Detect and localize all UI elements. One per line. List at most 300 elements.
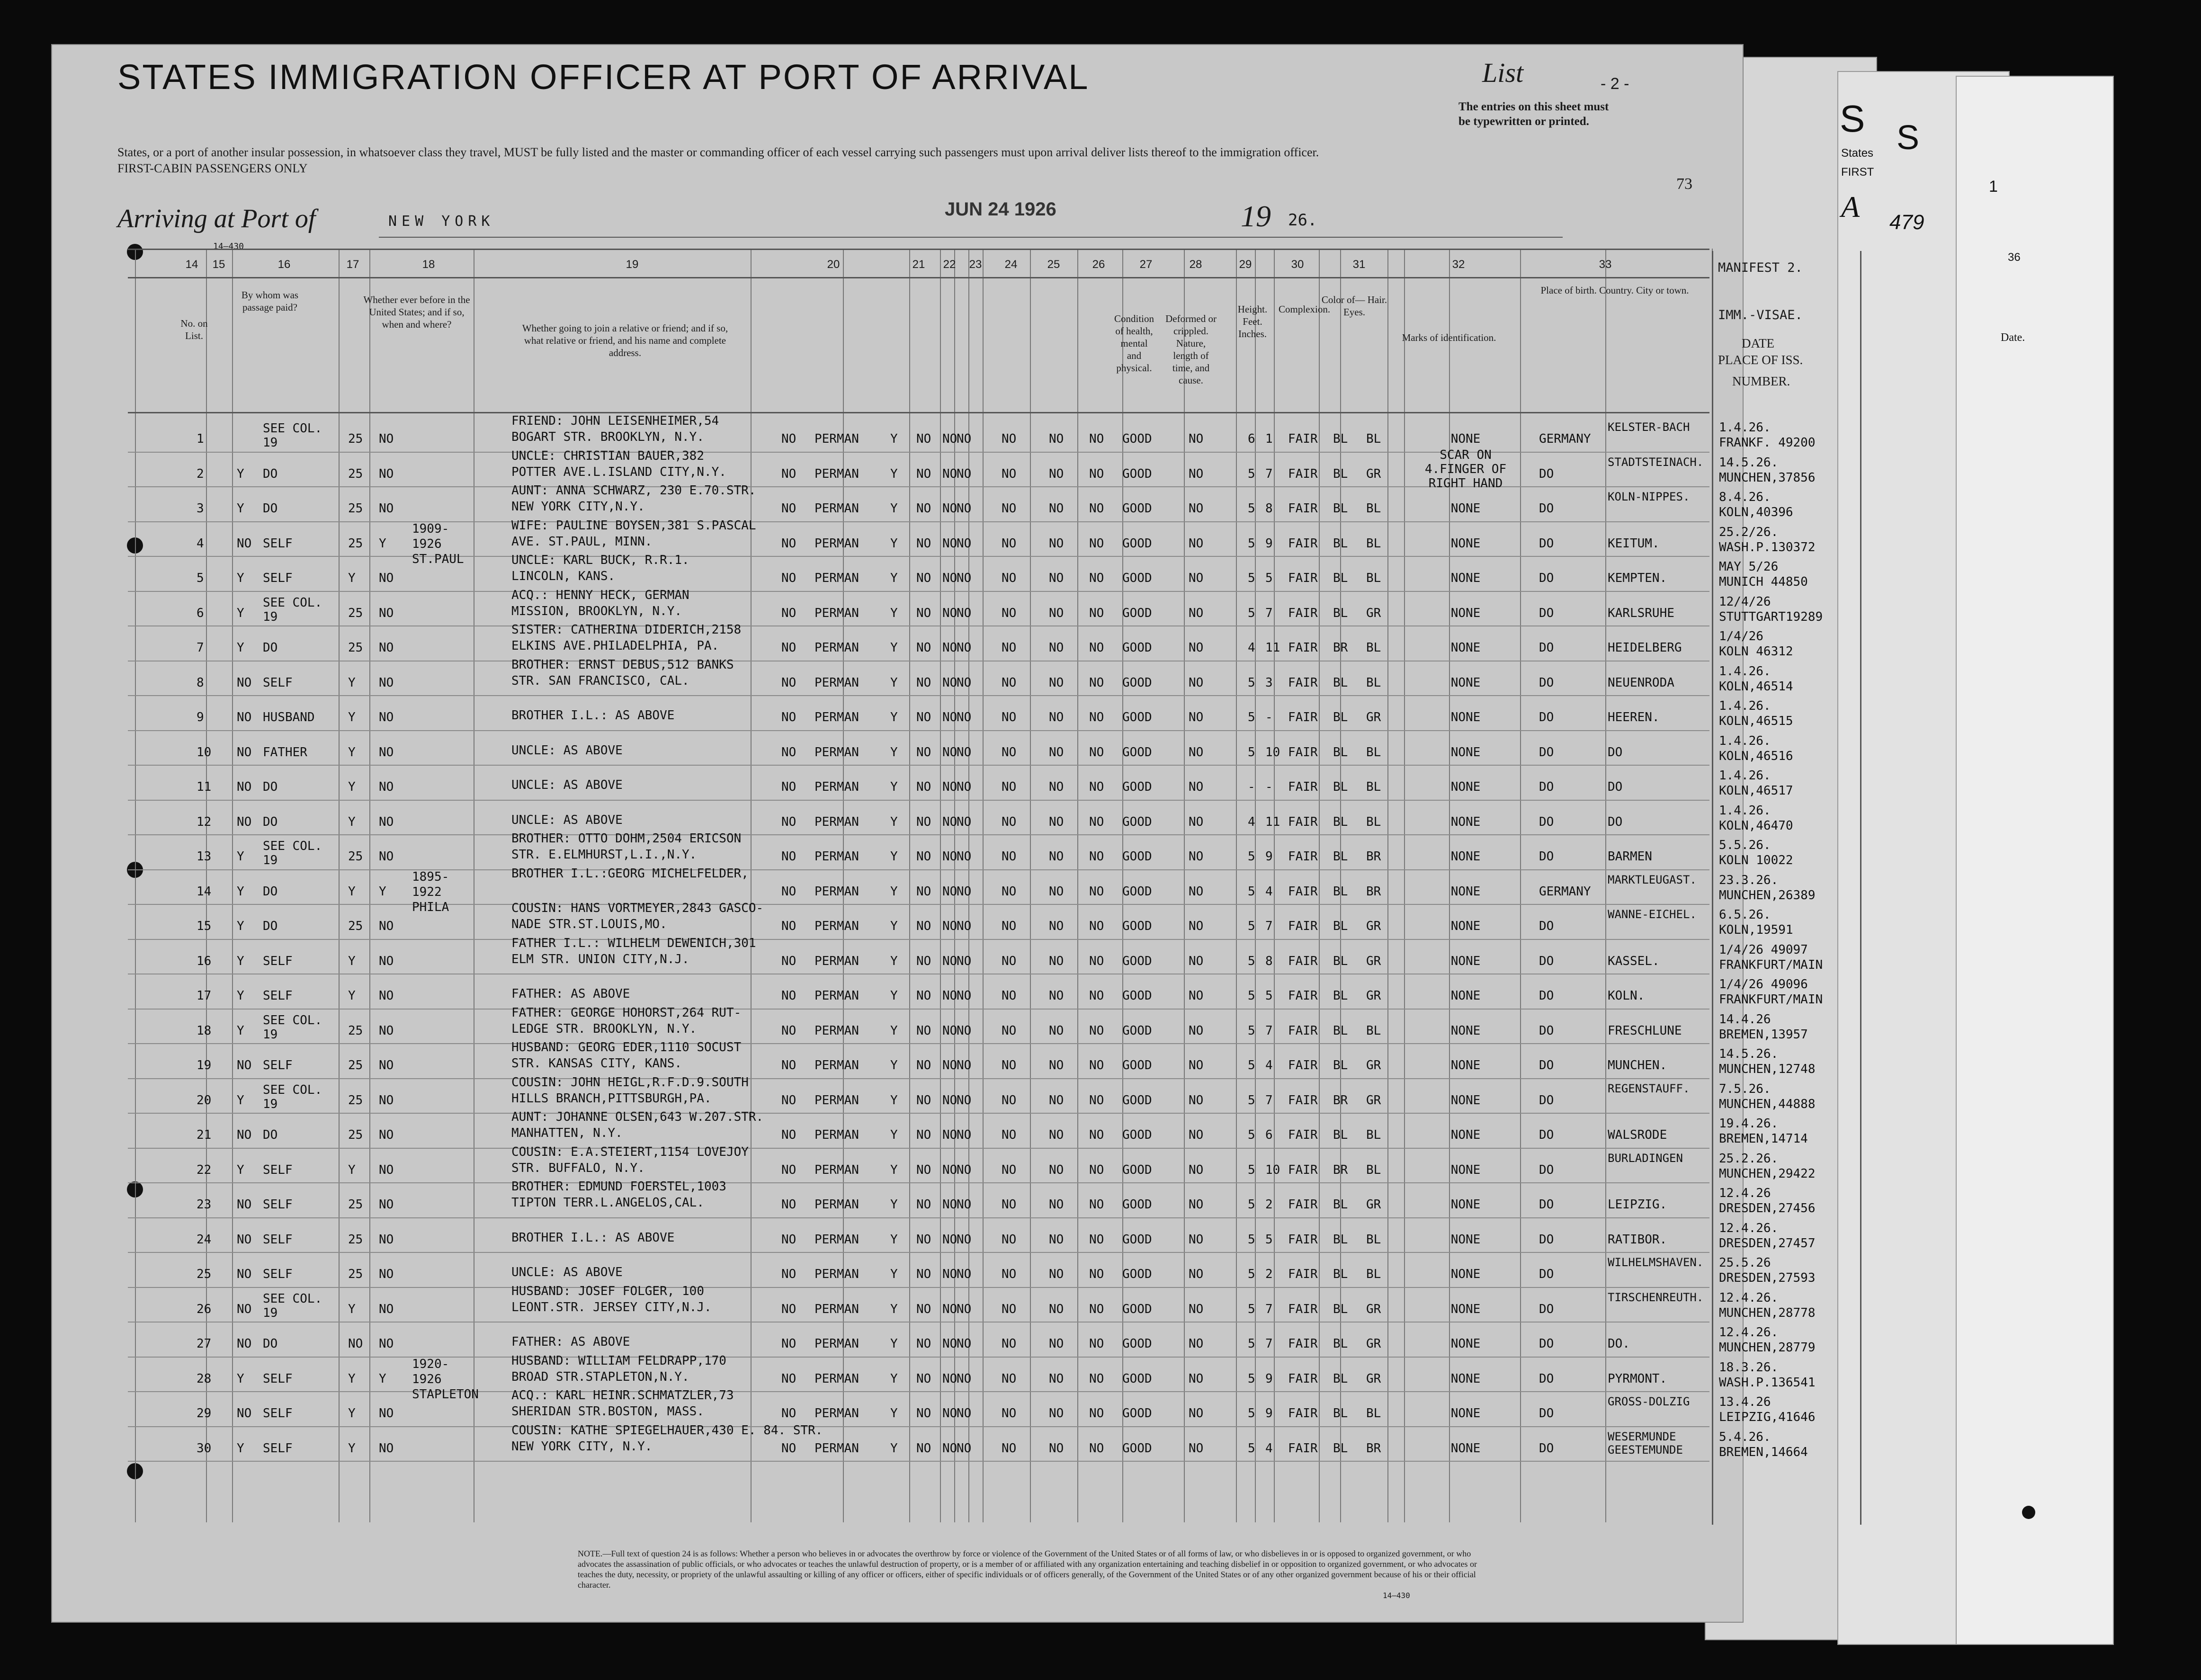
- cell-city: KEMPTEN.: [1608, 571, 1667, 585]
- cell-eyes: GR: [1366, 1093, 1381, 1108]
- cell-ticket: Y: [237, 989, 244, 1003]
- cell-q23: NO: [957, 780, 972, 794]
- cell-eyes: BL: [1366, 675, 1381, 690]
- cell-paid: FATHER: [263, 745, 307, 760]
- cell-q21: NO: [916, 1093, 931, 1108]
- cell-purpose: NO: [781, 1128, 796, 1142]
- cell-comp: FAIR: [1288, 501, 1318, 516]
- cell-comp: FAIR: [1288, 432, 1318, 446]
- cell-comp: FAIR: [1288, 1441, 1318, 1456]
- cell-marks: NONE: [1450, 1162, 1481, 1177]
- cell-term: PERMAN: [814, 814, 859, 829]
- cell-paid: HUSBAND: [263, 710, 315, 724]
- cell-q25: NO: [1049, 1267, 1064, 1281]
- cell-joining-line2: LEDGE STR. BROOKLYN, N.Y.: [511, 1021, 697, 1036]
- cell-marks: NONE: [1450, 1302, 1481, 1316]
- table-row: [0, 1322, 1816, 1356]
- cell-marks: NONE: [1450, 606, 1481, 620]
- cell-city: RATIBOR.: [1608, 1232, 1667, 1247]
- cell-in: 9: [1265, 536, 1273, 551]
- cell-joining-line1: BROTHER: ERNST DEBUS,512 BANKS: [511, 657, 734, 672]
- cell-joining-line1: BROTHER I.L.:GEORG MICHELFELDER,: [511, 866, 749, 881]
- cell-eyes: BL: [1366, 536, 1381, 551]
- cell-visa1: 23.3.26.: [1719, 873, 1779, 887]
- cell-visa1: 12.4.26.: [1719, 1325, 1779, 1340]
- cell-no: 7: [197, 641, 204, 655]
- cell-in: 7: [1265, 1337, 1273, 1351]
- cell-hair: BL: [1333, 466, 1348, 481]
- cell-q24: NO: [1002, 432, 1017, 446]
- cell-before: NO: [379, 641, 394, 655]
- table-row: [0, 765, 1793, 799]
- cell-paid: SEE COL. 19: [263, 421, 322, 450]
- cell-deformed: NO: [1189, 1371, 1204, 1386]
- cell-comp: FAIR: [1288, 1093, 1318, 1108]
- column-header: Whether ever before in the United States; and if so, when and where?: [363, 294, 470, 330]
- column-number: 24: [1004, 258, 1018, 271]
- cell-deformed: NO: [1189, 1441, 1204, 1456]
- cell-visa2: KOLN,46514: [1719, 679, 1793, 694]
- cell-visa2: LEIPZIG,41646: [1719, 1410, 1816, 1424]
- cell-before: NO: [379, 1093, 394, 1108]
- cell-y: Y: [890, 571, 898, 585]
- cell-q24: NO: [1002, 884, 1017, 899]
- cell-q26: NO: [1089, 989, 1104, 1003]
- cell-q21: NO: [916, 884, 931, 899]
- cell-term: PERMAN: [814, 1128, 859, 1142]
- cell-city: DO.: [1608, 1337, 1630, 1351]
- year-value: 26.: [1288, 211, 1317, 230]
- cell-q22: NO: [942, 432, 957, 446]
- cell-visa1: 12.4.26.: [1719, 1290, 1779, 1305]
- cell-before: NO: [379, 780, 394, 794]
- cell-marks: NONE: [1450, 1337, 1481, 1351]
- cell-joining-line2: LINCOLN, KANS.: [511, 569, 616, 583]
- visa-header-place: PLACE OF ISS.: [1718, 353, 1803, 367]
- side-first: FIRST: [1841, 166, 1874, 179]
- cell-q21: NO: [916, 954, 931, 968]
- cell-q26: NO: [1089, 745, 1104, 760]
- table-row: [0, 623, 1793, 660]
- cell-eyes: BL: [1366, 814, 1381, 829]
- cell-q26: NO: [1089, 1058, 1104, 1072]
- cell-deformed: NO: [1189, 954, 1204, 968]
- cell-y: Y: [890, 919, 898, 933]
- cell-comp: FAIR: [1288, 466, 1318, 481]
- cell-joining-line2: BOGART STR. BROOKLYN, N.Y.: [511, 430, 704, 444]
- cell-no: 29: [197, 1406, 212, 1421]
- cell-purpose: NO: [781, 1406, 796, 1421]
- cell-health: GOOD: [1122, 919, 1152, 933]
- cell-q26: NO: [1089, 1162, 1104, 1177]
- cell-q23: NO: [957, 745, 972, 760]
- cell-money: Y: [348, 571, 356, 585]
- cell-city: KELSTER-BACH: [1608, 420, 1690, 434]
- cell-visa2: DRESDEN,27593: [1719, 1271, 1816, 1285]
- cell-paid: SELF: [263, 1371, 293, 1386]
- cell-q24: NO: [1002, 954, 1017, 968]
- cell-visa2: MUNCHEN,37856: [1719, 470, 1816, 485]
- cell-term: PERMAN: [814, 675, 859, 690]
- cell-city: BARMEN: [1608, 849, 1652, 864]
- cell-ft: 5: [1248, 571, 1255, 585]
- cell-city: DO: [1608, 814, 1623, 829]
- cell-q26: NO: [1089, 1337, 1104, 1351]
- cell-hair: BL: [1333, 571, 1348, 585]
- cell-money: 25: [348, 849, 363, 864]
- cell-visa2: DRESDEN,27456: [1719, 1201, 1816, 1215]
- cell-joining-line1: ACQ.: KARL HEINR.SCHMATZLER,73: [511, 1388, 734, 1403]
- cell-joining-line1: UNCLE: CHRISTIAN BAUER,382: [511, 448, 704, 463]
- cell-country: DO: [1539, 780, 1554, 794]
- cell-before: NO: [379, 1128, 394, 1142]
- cell-purpose: NO: [781, 954, 796, 968]
- cell-q26: NO: [1089, 1441, 1104, 1456]
- cell-money: Y: [348, 745, 356, 760]
- entries-note-line: be typewritten or printed.: [1458, 115, 1589, 128]
- cell-paid: SELF: [263, 1267, 293, 1281]
- cell-q26: NO: [1089, 1128, 1104, 1142]
- cell-marks: NONE: [1450, 571, 1481, 585]
- cell-before: NO: [379, 919, 394, 933]
- cell-q24: NO: [1002, 1267, 1017, 1281]
- cell-health: GOOD: [1122, 745, 1152, 760]
- cell-q21: NO: [916, 814, 931, 829]
- side-a: A: [1841, 190, 1860, 223]
- cell-ft: -: [1248, 780, 1255, 794]
- cell-y: Y: [890, 432, 898, 446]
- cell-visa1: 12.4.26: [1719, 1186, 1771, 1200]
- cell-joining-line2: FATHER: AS ABOVE: [511, 1335, 630, 1349]
- cell-q22: NO: [942, 1337, 957, 1351]
- cell-marks: NONE: [1450, 884, 1481, 899]
- cell-q24: NO: [1002, 1023, 1017, 1038]
- cell-joining-line1: FATHER: GEORGE HOHORST,264 RUT-: [511, 1005, 742, 1020]
- cell-before: NO: [379, 814, 394, 829]
- cell-deformed: NO: [1189, 1023, 1204, 1038]
- cell-hair: BL: [1333, 919, 1348, 933]
- cell-q24: NO: [1002, 1162, 1017, 1177]
- cell-visa1: 14.5.26.: [1719, 455, 1779, 470]
- cell-y: Y: [890, 675, 898, 690]
- cell-visa2: BREMEN,13957: [1719, 1027, 1808, 1042]
- cell-before: NO: [379, 571, 394, 585]
- cell-q26: NO: [1089, 1197, 1104, 1212]
- cell-q25: NO: [1049, 466, 1064, 481]
- cell-ft: 5: [1248, 710, 1255, 724]
- cell-q22: NO: [942, 466, 957, 481]
- cell-eyes: BL: [1366, 1023, 1381, 1038]
- cell-country: DO: [1539, 1162, 1554, 1177]
- cell-deformed: NO: [1189, 501, 1204, 516]
- cell-paid: SELF: [263, 675, 293, 690]
- cell-paid: DO: [263, 1128, 278, 1142]
- column-number: 18: [422, 258, 435, 271]
- visa-header-manifest: MANIFEST 2.: [1718, 260, 1803, 275]
- cell-q21: NO: [916, 989, 931, 1003]
- cell-deformed: NO: [1189, 710, 1204, 724]
- cell-marks: NONE: [1450, 432, 1481, 446]
- footnote-code: 14—430: [1383, 1591, 1410, 1600]
- cell-q26: NO: [1089, 710, 1104, 724]
- cell-paid: SELF: [263, 571, 293, 585]
- header-rule: [128, 249, 1709, 250]
- cell-eyes: BL: [1366, 1267, 1381, 1281]
- cell-q23: NO: [957, 710, 972, 724]
- cell-health: GOOD: [1122, 1128, 1152, 1142]
- column-number: 22: [943, 258, 956, 271]
- cell-before: NO: [379, 1162, 394, 1177]
- cell-in: 5: [1265, 571, 1273, 585]
- cell-city: HEIDELBERG: [1608, 641, 1682, 655]
- cell-city: DO: [1608, 780, 1623, 794]
- cell-comp: FAIR: [1288, 536, 1318, 551]
- cell-health: GOOD: [1122, 1058, 1152, 1072]
- cell-visa2: KOLN,40396: [1719, 505, 1793, 519]
- column-header: Whether going to join a relative or friend; and if so, what relative or friend, and his name and complete address.: [522, 322, 728, 358]
- cell-term: PERMAN: [814, 1093, 859, 1108]
- cell-q23: NO: [957, 432, 972, 446]
- cell-term: PERMAN: [814, 641, 859, 655]
- cell-joining-line2: UNCLE: AS ABOVE: [511, 778, 623, 792]
- cell-in: -: [1265, 710, 1273, 724]
- cell-q23: NO: [957, 501, 972, 516]
- cell-eyes: GR: [1366, 989, 1381, 1003]
- cell-q26: NO: [1089, 1232, 1104, 1247]
- column-number: 32: [1452, 258, 1465, 271]
- cell-ft: 5: [1248, 1023, 1255, 1038]
- table-row: [0, 483, 1793, 521]
- cell-ticket: NO: [237, 1267, 252, 1281]
- cell-health: GOOD: [1122, 641, 1152, 655]
- cell-paid: SELF: [263, 989, 293, 1003]
- cell-no: 1: [197, 432, 204, 446]
- cell-q22: NO: [942, 536, 957, 551]
- cell-joining-line1: BROTHER: EDMUND FOERSTEL,1003: [511, 1180, 726, 1194]
- cell-before: NO: [379, 675, 394, 690]
- cell-no: 15: [197, 919, 212, 933]
- cell-hair: BR: [1333, 641, 1348, 655]
- cell-q24: NO: [1002, 710, 1017, 724]
- cell-q26: NO: [1089, 814, 1104, 829]
- cell-health: GOOD: [1122, 466, 1152, 481]
- cell-paid: DO: [263, 780, 278, 794]
- cell-city: KEITUM.: [1608, 536, 1660, 551]
- cell-money: 25: [348, 1093, 363, 1108]
- cell-money: Y: [348, 954, 356, 968]
- cell-visa2: MUNCHEN,44888: [1719, 1097, 1816, 1111]
- footnote: NOTE.—Full text of question 24 is as follows: Whether a person who believes in or advocates the overthrow by force or violence of the Government of the United States or of all forms of law, or who disbelieves in or is opposed to organized government, or who advocates the assassination of public officials, or who advocates or teaches the unlawful destruction of property, or is a member of or affiliated with any organization entertaining and teaching disbelief in or opposition to organized government, or who advocates or teaches the duty, necessity, or propriety of the unlawful assaulting or killing of any officer or officers, either of specific individuals or of officers generally, of the Government of the United States or of any other organized government because of his or their official character.: [578, 1549, 1477, 1590]
- cell-hair: BL: [1333, 1232, 1348, 1247]
- cell-marks: NONE: [1450, 1371, 1481, 1386]
- cell-term: PERMAN: [814, 501, 859, 516]
- cell-q26: NO: [1089, 675, 1104, 690]
- cell-hair: BL: [1333, 1406, 1348, 1421]
- cell-country: DO: [1539, 849, 1554, 864]
- cell-in: 2: [1265, 1267, 1273, 1281]
- cell-q25: NO: [1049, 1197, 1064, 1212]
- cell-visa1: 1/4/26 49097: [1719, 942, 1808, 957]
- cell-y: Y: [890, 1337, 898, 1351]
- cell-marks: NONE: [1450, 919, 1481, 933]
- cell-city: LEIPZIG.: [1608, 1197, 1667, 1212]
- cell-yrs: 1909-1926 ST.PAUL: [412, 521, 464, 566]
- cell-y: Y: [890, 1441, 898, 1456]
- cell-q25: NO: [1049, 710, 1064, 724]
- cell-money: 25: [348, 919, 363, 933]
- cell-visa2: FRANKFURT/MAIN: [1719, 957, 1823, 972]
- cell-country: DO: [1539, 675, 1554, 690]
- cell-city: KASSEL.: [1608, 954, 1660, 968]
- cell-in: 7: [1265, 466, 1273, 481]
- side-num-1: 1: [1989, 178, 1998, 196]
- cell-country: DO: [1539, 1023, 1554, 1038]
- cell-comp: FAIR: [1288, 989, 1318, 1003]
- cell-marks: SCAR ON 4.FINGER OF RIGHT HAND: [1424, 447, 1507, 491]
- cell-ticket: NO: [237, 1302, 252, 1316]
- cell-visa1: 5.4.26.: [1719, 1430, 1771, 1444]
- cell-marks: NONE: [1450, 1197, 1481, 1212]
- cell-term: PERMAN: [814, 1058, 859, 1072]
- cell-joining-line2: UNCLE: AS ABOVE: [511, 1265, 623, 1279]
- port-name: NEW YORK: [388, 213, 495, 230]
- cell-visa2: STUTTGART19289: [1719, 609, 1823, 624]
- cell-y: Y: [890, 745, 898, 760]
- cell-q22: NO: [942, 1058, 957, 1072]
- cell-ft: 5: [1248, 606, 1255, 620]
- cell-q26: NO: [1089, 1406, 1104, 1421]
- cell-health: GOOD: [1122, 1162, 1152, 1177]
- cell-country: DO: [1539, 501, 1554, 516]
- cell-comp: FAIR: [1288, 1406, 1318, 1421]
- cell-visa1: 12.4.26.: [1719, 1221, 1779, 1235]
- cell-comp: FAIR: [1288, 641, 1318, 655]
- cell-purpose: NO: [781, 466, 796, 481]
- cell-visa2: KOLN,46515: [1719, 714, 1793, 728]
- cell-y: Y: [890, 1093, 898, 1108]
- cell-joining-line1: AUNT: JOHANNE OLSEN,643 W.207.STR.: [511, 1110, 764, 1124]
- cell-q21: NO: [916, 1267, 931, 1281]
- cell-q22: NO: [942, 1197, 957, 1212]
- table-row: [0, 1110, 1808, 1147]
- cell-visa2: DRESDEN,27457: [1719, 1236, 1816, 1251]
- cell-paid: DO: [263, 814, 278, 829]
- cell-paid: DO: [263, 466, 278, 481]
- cell-health: GOOD: [1122, 710, 1152, 724]
- cell-money: Y: [348, 780, 356, 794]
- cell-joining-line2: UNCLE: AS ABOVE: [511, 743, 623, 758]
- cell-country: DO: [1539, 606, 1554, 620]
- cell-marks: NONE: [1450, 1441, 1481, 1456]
- cell-q25: NO: [1049, 1371, 1064, 1386]
- cell-health: GOOD: [1122, 954, 1152, 968]
- cell-eyes: GR: [1366, 606, 1381, 620]
- cell-country: DO: [1539, 1128, 1554, 1142]
- cell-q21: NO: [916, 849, 931, 864]
- cell-eyes: BL: [1366, 432, 1381, 446]
- cell-purpose: NO: [781, 1197, 796, 1212]
- cell-joining-line2: LEONT.STR. JERSEY CITY,N.J.: [511, 1300, 712, 1314]
- cell-before: Y: [379, 884, 386, 899]
- cell-comp: FAIR: [1288, 1128, 1318, 1142]
- cell-visa2: WASH.P.130372: [1719, 540, 1816, 554]
- cell-q22: NO: [942, 1023, 957, 1038]
- cell-term: PERMAN: [814, 1232, 859, 1247]
- cell-before: NO: [379, 1406, 394, 1421]
- cell-in: 10: [1265, 1162, 1280, 1177]
- cell-q23: NO: [957, 1232, 972, 1247]
- sheet-number: 73: [1676, 175, 1692, 193]
- cell-paid: SELF: [263, 954, 293, 968]
- cell-before: NO: [379, 849, 394, 864]
- cell-before: NO: [379, 1058, 394, 1072]
- column-number: 17: [346, 258, 359, 271]
- cell-no: 18: [197, 1023, 212, 1038]
- cell-eyes: BL: [1366, 1128, 1381, 1142]
- cell-eyes: BL: [1366, 1232, 1381, 1247]
- cell-q22: NO: [942, 675, 957, 690]
- cell-q26: NO: [1089, 606, 1104, 620]
- cell-y: Y: [890, 780, 898, 794]
- cell-money: Y: [348, 675, 356, 690]
- cell-yrs: 1895-1922 PHILA: [412, 869, 449, 914]
- cell-before: NO: [379, 1337, 394, 1351]
- side-num-36: 36: [2008, 251, 2021, 264]
- cell-money: 25: [348, 501, 363, 516]
- cell-country: DO: [1539, 1302, 1554, 1316]
- cell-in: 4: [1265, 884, 1273, 899]
- cell-no: 23: [197, 1197, 212, 1212]
- cell-eyes: GR: [1366, 954, 1381, 968]
- cell-marks: NONE: [1450, 710, 1481, 724]
- cell-in: 9: [1265, 849, 1273, 864]
- cell-before: NO: [379, 710, 394, 724]
- cell-no: 8: [197, 675, 204, 690]
- cell-visa1: MAY 5/26: [1719, 560, 1779, 574]
- cell-q21: NO: [916, 466, 931, 481]
- cell-q22: NO: [942, 1162, 957, 1177]
- cell-visa2: MUNICH 44850: [1719, 575, 1808, 589]
- cell-ticket: Y: [237, 1093, 244, 1108]
- cell-visa1: 1.4.26.: [1719, 803, 1771, 818]
- cell-q25: NO: [1049, 1093, 1064, 1108]
- cell-before: Y: [379, 536, 386, 551]
- cell-before: NO: [379, 1302, 394, 1316]
- cell-health: GOOD: [1122, 1371, 1152, 1386]
- cell-term: PERMAN: [814, 1337, 859, 1351]
- cell-q21: NO: [916, 1197, 931, 1212]
- cell-hair: BL: [1333, 884, 1348, 899]
- cell-country: DO: [1539, 1406, 1554, 1421]
- cell-country: DO: [1539, 814, 1554, 829]
- cell-paid: DO: [263, 919, 278, 933]
- column-number: 25: [1047, 258, 1060, 271]
- cell-deformed: NO: [1189, 745, 1204, 760]
- cell-paid: SELF: [263, 536, 293, 551]
- cell-joining-line1: WIFE: PAULINE BOYSEN,381 S.PASCAL: [511, 518, 756, 533]
- cell-q25: NO: [1049, 1058, 1064, 1072]
- cell-comp: FAIR: [1288, 606, 1318, 620]
- cell-q24: NO: [1002, 501, 1017, 516]
- cell-purpose: NO: [781, 1302, 796, 1316]
- cell-no: 6: [197, 606, 204, 620]
- cell-deformed: NO: [1189, 641, 1204, 655]
- column-header: No. on List.: [180, 318, 208, 341]
- cell-joining-line2: MANHATTEN, N.Y.: [511, 1126, 623, 1140]
- table-row: [0, 1388, 1816, 1426]
- cell-paid: SELF: [263, 1058, 293, 1072]
- cell-marks: NONE: [1450, 641, 1481, 655]
